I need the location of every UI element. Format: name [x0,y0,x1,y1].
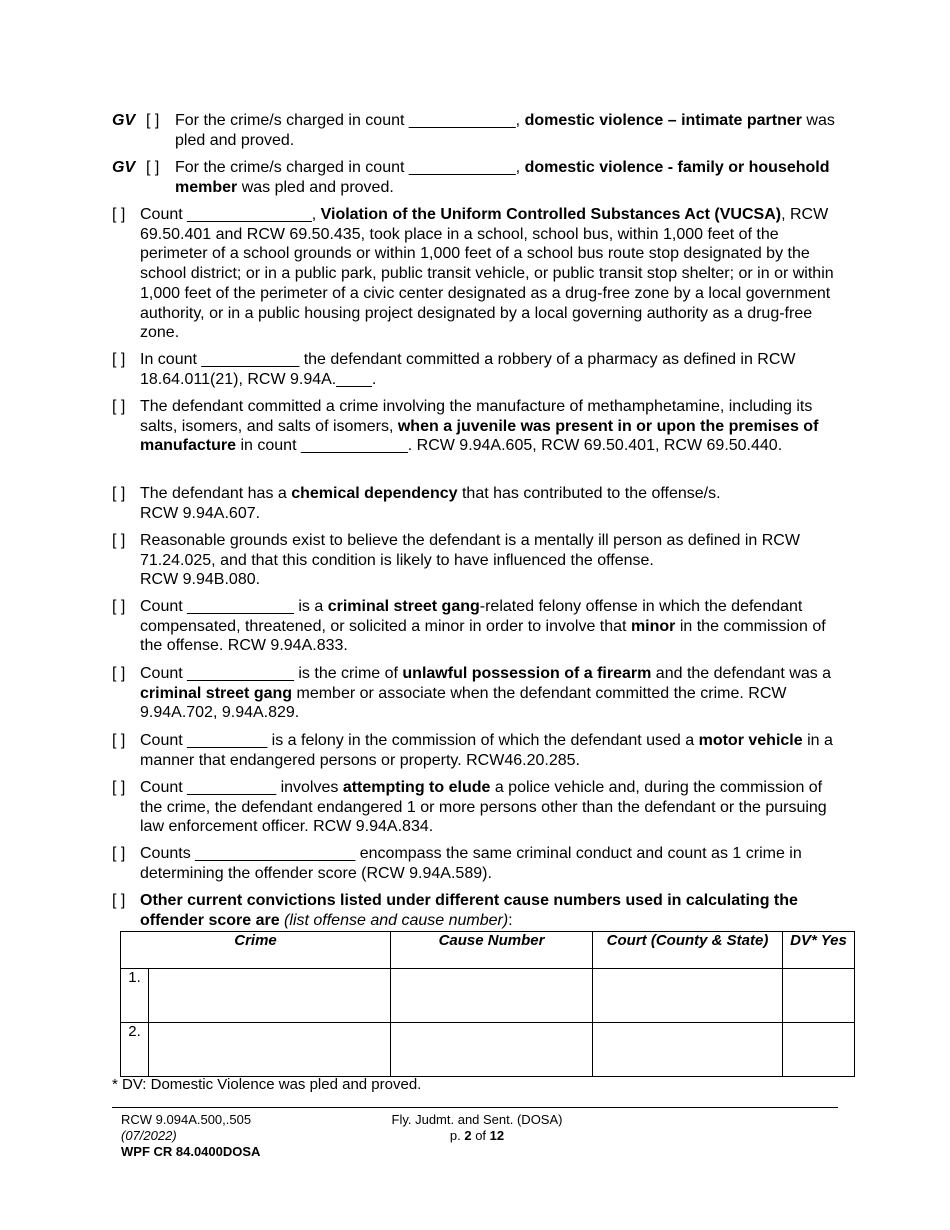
gv-intimate-partner-item [112,111,847,150]
item-text: Count ____________ is the crime of unlawful possession of a firearm and the defendant was a criminal street gang member or associate when the defendant committed the crime. RCW 9.94A.702, 9.94A.829. [140,665,832,722]
checkbox[interactable]: [ ] [112,665,126,682]
crime-cell[interactable] [149,969,391,1023]
attempting-to-elude-item [112,778,847,837]
checkbox[interactable]: [ ] [112,485,126,502]
item-text: For the crime/s charged in count ____________, domestic violence – intimate partner was pled and proved. [175,112,835,149]
same-criminal-conduct-item [112,844,847,883]
court-header: Court (County & State) [593,932,783,969]
firearm-gang-item [112,664,847,723]
court-cell[interactable] [593,969,783,1023]
gv-tag: GV [112,159,136,176]
footer-form-number: WPF CR 84.0400DOSA [121,1144,261,1159]
footer-left [121,1112,260,1160]
item-text: In count ___________ the defendant committed a robbery of a pharmacy as defined in RCW 18.64.011(21), RCW 9.94A.____. [140,351,796,388]
crime-cell[interactable] [149,1023,391,1077]
checkbox[interactable]: [ ] [112,532,126,549]
other-convictions-table [120,931,855,1077]
footer-date: (07/2022) [121,1128,177,1143]
cause-number-cell[interactable] [391,1023,593,1077]
gv-tag: GV [112,112,136,129]
footer-rcw: RCW 9.094A.500,.505 [121,1112,252,1127]
pharmacy-robbery-item [112,350,847,389]
chemical-dependency-item [112,484,847,523]
mental-illness-item [112,531,847,590]
row-number: 2. [121,1023,149,1077]
dv-cell[interactable] [783,969,855,1023]
cause-number-header: Cause Number [391,932,593,969]
checkbox[interactable]: [ ] [112,779,126,796]
vucsa-item [112,205,847,343]
cause-number-cell[interactable] [391,969,593,1023]
checkbox[interactable]: [ ] [112,732,126,749]
checkbox[interactable]: [ ] [112,206,126,223]
court-cell[interactable] [593,1023,783,1077]
item-text: For the crime/s charged in count ____________, domestic violence - family or household member was pled and proved. [175,159,830,196]
footer-title: Fly. Judmt. and Sent. (DOSA) [391,1112,563,1127]
table-header-row [121,932,855,969]
table-row [121,1023,855,1077]
footer-divider [112,1107,838,1108]
item-text: The defendant committed a crime involving the manufacture of methamphetamine, including its salts, isomers, and salts of isomers, when a juvenile was present in or upon the premises of manufacture in count ____________. RCW 9.94A.605, RCW 69.50.401, RCW 69.50.440. [140,398,819,455]
other-convictions-item [112,891,847,930]
gv-family-household-item [112,158,847,197]
checkbox[interactable]: [ ] [112,351,126,368]
item-text: Count _________ is a felony in the commission of which the defendant used a motor vehicle in a manner that endangered persons or property. RCW46.20.285. [140,732,833,769]
item-text: Reasonable grounds exist to believe the defendant is a mentally ill person as defined in RCW 71.24.025, and that this condition is likely to have influenced the offense. RCW 9.94B.080. [140,532,800,589]
crime-header: Crime [121,932,391,969]
checkbox[interactable]: [ ] [112,845,126,862]
item-text: Count __________ involves attempting to elude a police vehicle and, during the commission of the crime, the defendant endangered 1 or more persons other than the defendant or the pursuing law enforcement officer. RCW 9.94A.834. [140,779,827,836]
dv-cell[interactable] [783,1023,855,1077]
item-text: The defendant has a chemical dependency that has contributed to the offense/s. RCW 9.94A.607. [140,485,721,522]
methamphetamine-item [112,397,847,456]
item-text: Other current convictions listed under different cause numbers used in calculating the offender score are (list offense and cause number): [140,892,798,929]
motor-vehicle-item [112,731,847,770]
dv-yes-header: DV* Yes [783,932,855,969]
dv-footnote: * DV: Domestic Violence was pled and proved. [112,1076,422,1093]
row-number: 1. [121,969,149,1023]
footer-center [384,1112,570,1144]
checkbox[interactable]: [ ] [146,159,160,176]
item-text: Counts __________________ encompass the same criminal conduct and count as 1 crime in determining the offender score (RCW 9.94A.589). [140,845,802,882]
item-text: Count ______________, Violation of the Uniform Controlled Substances Act (VUCSA), RCW 69.50.401 and RCW 69.50.435, took place in a school, school bus, within 1,000 feet of the perimeter of a school grounds or within 1,000 feet of a school bus route stop designated by the school district; or in a public park, public transit vehicle, or public transit stop shelter; or in or within 1,000 feet of the perimeter of a civic center designated as a drug-free zone by a local government authority, or in a public housing project designated by a local governing authority as a drug-free zone. [140,206,834,342]
checkbox[interactable]: [ ] [112,398,126,415]
checkbox[interactable]: [ ] [112,598,126,615]
checkbox[interactable]: [ ] [146,112,160,129]
item-text: Count ____________ is a criminal street gang-related felony offense in which the defendant compensated, threatened, or solicited a minor in order to involve that minor in the commission of the offense. RCW 9.94A.833. [140,598,826,655]
table-row [121,969,855,1023]
gang-minor-item [112,597,847,656]
page-number: p. 2 of 12 [449,1128,505,1143]
checkbox[interactable]: [ ] [112,892,126,909]
